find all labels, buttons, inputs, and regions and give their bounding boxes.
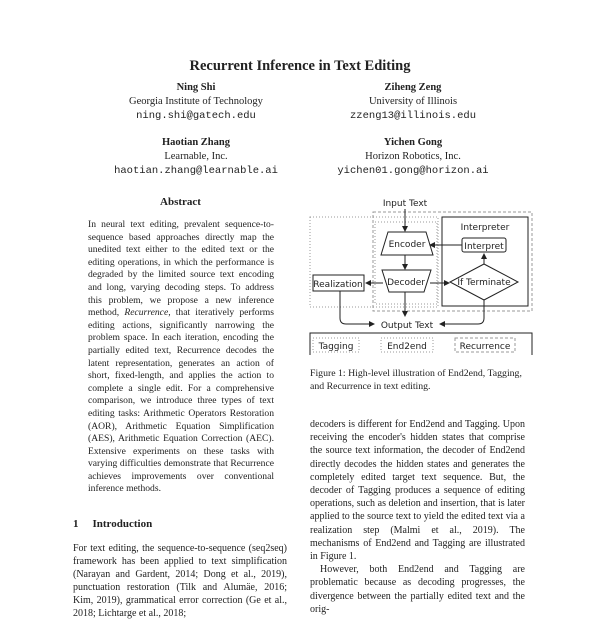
paper-title: Recurrent Inference in Text Editing — [189, 58, 411, 74]
author-email: yichen01.gong@horizon.ai — [337, 165, 489, 177]
right-column-text — [310, 418, 525, 616]
abstract-emphasis: Recurrence — [124, 307, 169, 319]
author-affiliation: Learnable, Inc. — [164, 151, 228, 162]
paragraph: decoders is different for End2end and Tagging. Upon receiving the encoder's hidden states that comprise the source text information, the decoder of End2end directly decodes the hidden states and generates the completely edited target text sequence. But, the decoder of Tagging produces a sequence of editing operations, such as deletion and insertion, that is later applied to the source text to yield the edited text via a realization step (Malmi et al., 2019). The mechanisms of End2end and Tagging are illustrated in Figure 1. — [310, 419, 525, 563]
author-name: Yichen Gong — [383, 137, 443, 148]
output-text-label: Output Text — [380, 321, 434, 331]
paragraph: However, both End2end and Tagging are problematic because as decoding progresses, the divergence between the partially edited text and the orig- — [310, 564, 525, 615]
author-affiliation: University of Illinois — [368, 96, 458, 107]
interpreter-label: Interpreter — [460, 223, 510, 233]
author-email: zzeng13@illinois.edu — [349, 110, 477, 122]
author-email: haotian.zhang@learnable.ai — [114, 165, 278, 177]
if-terminate-label: If Terminate — [457, 278, 511, 288]
tagging-region — [310, 217, 438, 307]
author-email: ning.shi@gatech.edu — [136, 110, 256, 122]
encoder-label: Encoder — [388, 240, 426, 250]
section-title: Introduction — [92, 518, 153, 530]
decoder-label: Decoder — [387, 278, 425, 288]
author-name: Ziheng Zeng — [384, 82, 442, 93]
section-number: 1 — [73, 518, 79, 530]
author-affiliation: Horizon Robotics, Inc. — [365, 151, 461, 162]
input-text-label: Input Text — [382, 199, 428, 209]
abstract-text-part: In neural text editing, prevalent sequence-to-sequence based approaches directly map the unedited text either to the edited text or the editing operations, in which the performance is degraded by the limited source text encoding and long, varying decoding steps. To address this problem, we propose a new inference method, — [88, 219, 274, 319]
author-name: Ning Shi — [176, 82, 216, 93]
abstract-heading: Abstract — [160, 196, 201, 208]
realization-label: Realization — [313, 280, 363, 290]
legend-end2end: End2end — [387, 342, 427, 352]
legend-tagging: Tagging — [318, 342, 354, 352]
interpret-label: Interpret — [464, 242, 504, 252]
legend-recurrence: Recurrence — [459, 342, 511, 352]
abstract-text-part: , that iteratively performs editing actions, significantly narrowing the problem space. In each iteration, encoding the partially edited text, Recurrence decodes the latent representation, generates an action of short, fixed-length, and applies the action to complete a single edit. For a comprehensive comparison, we introduce three types of text editing tasks: Arithmetic Operators Restoration (AOR), Arithmetic Equation Simplification (AES), Arithmetic Equation Correction (AEC). Extensive experiments on these tasks with varying difficulties demonstrate that Recurrence achieves improvements over conventional inference methods. — [88, 307, 274, 495]
intro-text: For text editing, the sequence-to-sequence (seq2seq) framework has been applied to text simplification (Narayan and Gardent, 2014; Dong et al., 2019), punctuation restoration (Tilk and Alumäe, 2016; Kim, 2019), grammatical error correction (Ge et al., 2018; Lichtarge et al., 2018; — [73, 543, 287, 619]
author-name: Haotian Zhang — [162, 137, 230, 148]
author-affiliation: Georgia Institute of Technology — [129, 96, 263, 107]
figure-caption: Figure 1: High-level illustration of End2end, Tagging, and Recurrence in text editing. — [310, 368, 522, 392]
